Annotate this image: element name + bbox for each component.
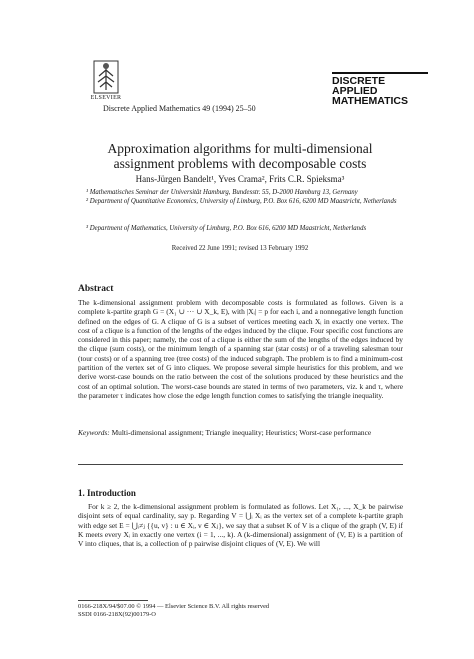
article-title: Approximation algorithms for multi-dimensional assignment problems with decomposable costs — [107, 141, 373, 171]
journal-logo-line2: APPLIED — [332, 85, 378, 97]
journal-citation: Discrete Applied Mathematics 49 (1994) 25–50 — [103, 104, 256, 113]
abstract-text: The k-dimensional assignment problem with decomposable costs is formulated as follows. Given is a complete k-partite graph G = (X₁ ∪ ··· ∪ X_k, E), with |Xᵢ| = p for each i, and a nonnegative length function defined on the edges of G. A clique of G is a subset of vertices meeting each Xᵢ in exactly one vertex. The cost of a clique is a function of the lengths of the edges induced by the clique. Four specific cost functions are considered in this paper; namely, the cost of a clique is either the sum of the lengths of the edges induced by the clique (sum costs), or the minimum length of a spanning star (star costs) or of a traveling salesman tour (tour costs) or of a spanning tree (tree costs) of the induced subgraph. The problem is to find a minimum-cost partition of the vertex set of G into cliques. We propose several simple heuristics for this problem, and we derive worst-case bounds on the ratio between the cost of the solutions produced by these heuristics and the cost of an optimal solution. The worst-case bounds are stated in terms of two parameters, viz. k and τ, where the parameter τ indicates how close the edge length function comes to satisfying the triangle inequality. — [78, 298, 403, 400]
footer-rule — [78, 600, 148, 601]
received-dates: Received 22 June 1991; revised 13 February 1992 — [171, 245, 309, 252]
tree-icon — [93, 60, 119, 94]
affiliation-3: ³ Department of Mathematics, University of Limburg, P.O. Box 616, 6200 MD Maastricht, Netherlands — [86, 225, 367, 232]
publisher-logo — [86, 60, 126, 101]
keywords-label: Keywords: — [78, 428, 110, 437]
keywords — [78, 428, 403, 437]
brand-rule — [332, 72, 428, 74]
author-list: Hans-Jürgen Bandelt¹, Yves Crama², Frits C.R. Spieksma³ — [135, 174, 345, 184]
footer — [78, 600, 403, 619]
affiliation-2: ² Department of Quantitative Economics, University of Limburg, P.O. Box 616, 6200 MD Maastricht, Netherlands — [86, 198, 397, 205]
section-heading: 1. Introduction — [78, 488, 136, 498]
journal-logo — [332, 72, 432, 106]
publisher-name: ELSEVIER — [90, 95, 122, 101]
abstract-heading: Abstract — [78, 284, 114, 294]
journal-logo-line1: DISCRETE — [332, 75, 386, 87]
intro-text: For k ≥ 2, the k-dimensional assignment problem is formulated as follows. Let X₁, ..., X_k be pairwise disjoint sets of equal cardinality, say p. Regarding V = ⋃ᵢ Xᵢ as the vertex set of a complete k-partite graph with edge set E = ⋃ᵢ≠ⱼ {{u, v} : u ∈ Xᵢ, v ∈ Xⱼ}, we say that a subset K of V is a clique of the graph (V, E) if K meets every Xᵢ in exactly one vertex (i = 1, ..., k). A (k-dimensional) assignment of (V, E) is a partition of V into cliques, that is, a collection of p pairwise disjoint cliques of (V, E). We will — [78, 502, 403, 549]
journal-logo-line3: MATHEMATICS — [332, 95, 409, 107]
footer-ssdi: SSDI 0166-218X(92)00179-O — [78, 611, 156, 618]
affiliation-1: ¹ Mathematisches Seminar der Universität Hamburg, Bundesstr. 55, D-2000 Hamburg 13, Germany — [86, 189, 358, 196]
section-divider — [78, 464, 403, 465]
footer-copyright: 0166-218X/94/$07.00 © 1994 — Elsevier Science B.V. All rights reserved — [78, 603, 270, 610]
keywords-text: Multi-dimensional assignment; Triangle inequality; Heuristics; Worst-case performance — [111, 428, 372, 437]
